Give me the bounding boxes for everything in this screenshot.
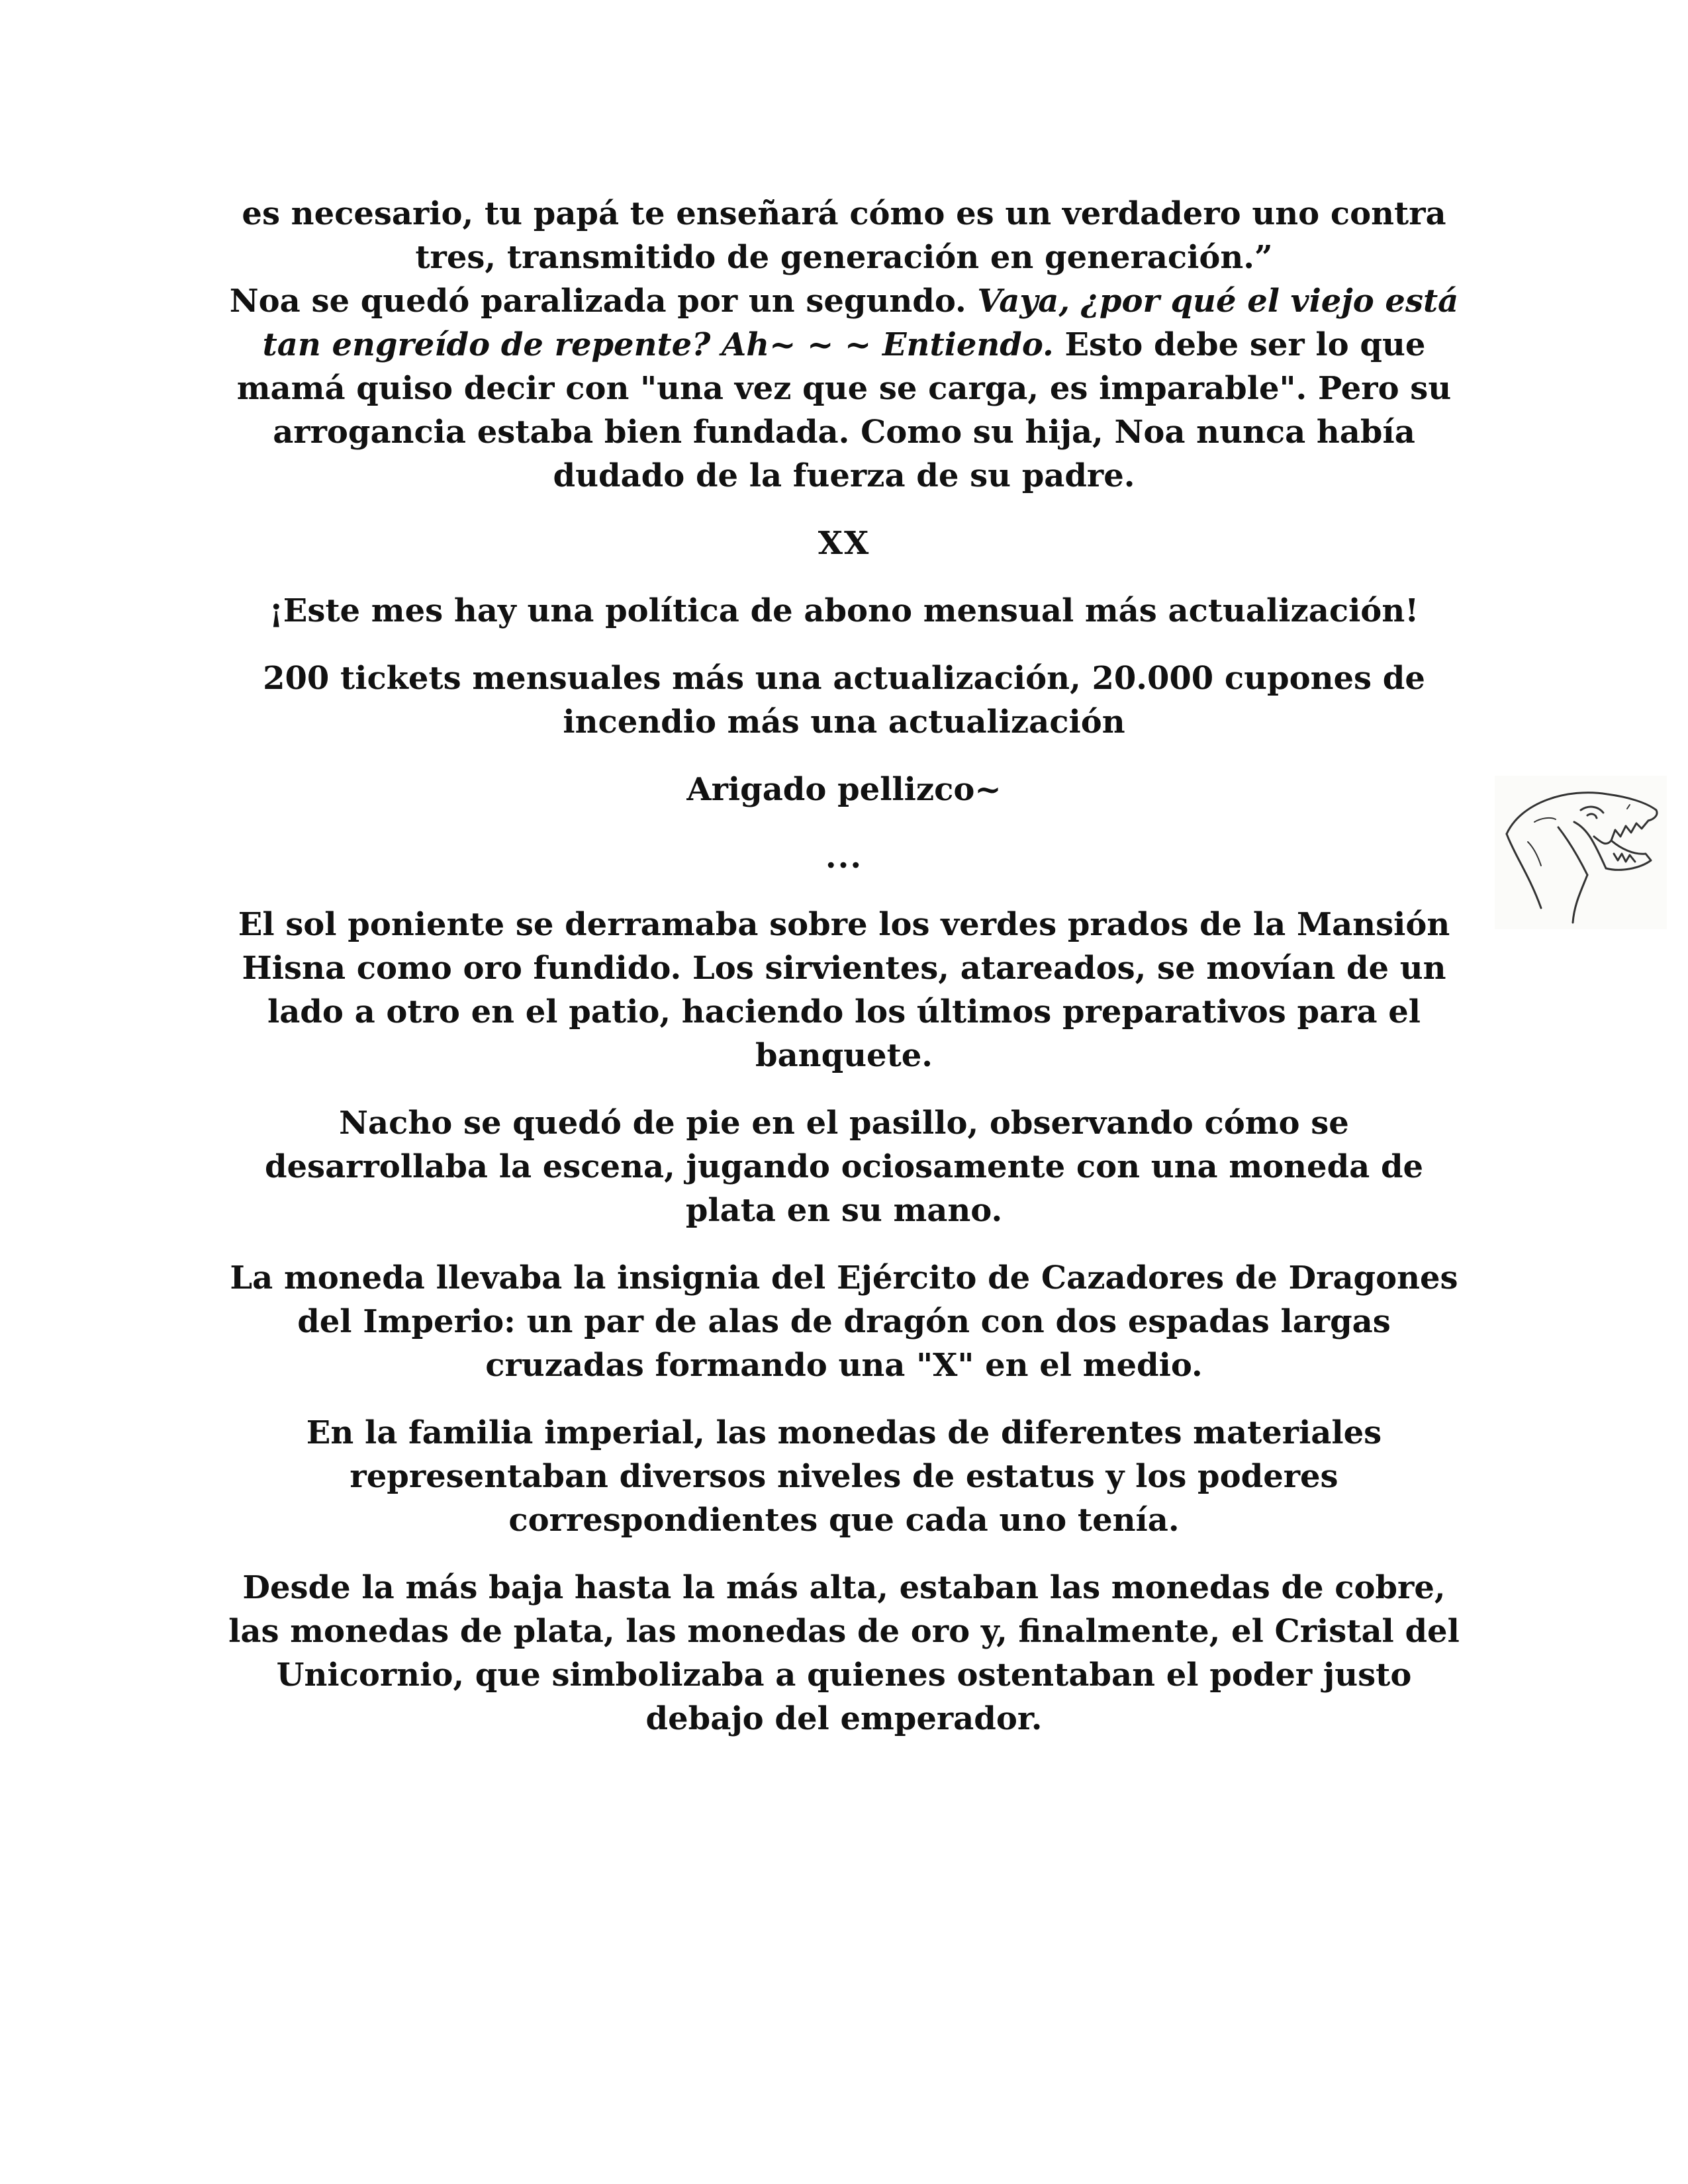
paragraph-coin-insignia: La moneda llevaba la insignia del Ejército de Cazadores de Dragones del Imperio: un par de alas de dragón con dos espadas largas cruzadas formando una "X" en el medio. xyxy=(230,1259,1458,1384)
paragraph-dialogue-end: es necesario, tu papá te enseñará cómo es un verdadero uno contra tres, transmitido de generación en generación.” xyxy=(242,195,1446,276)
paragraph-noa-reaction xyxy=(225,279,1463,498)
paragraph-coin-ranks: Desde la más baja hasta la más alta, estaban las monedas de cobre, las monedas de plata, las monedas de oro y, finalmente, el Cristal del Unicornio, que simbolizaba a quienes ostentaban el poder justo debajo del emperador. xyxy=(228,1569,1460,1737)
paragraph-nacho: Nacho se quedó de pie en el pasillo, observando cómo se desarrollaba la escena, jugando ociosamente con una moneda de plata en su mano. xyxy=(264,1105,1424,1229)
document-body xyxy=(225,192,1463,1764)
paragraph-imperial-coins: En la familia imperial, las monedas de diferentes materiales representaban diversos niveles de estatus y los poderes correspondientes que cada uno tenía. xyxy=(306,1414,1382,1539)
promo-note-2: 200 tickets mensuales más una actualización, 20.000 cupones de incendio más una actualización xyxy=(263,660,1425,741)
promo-note-3: Arigado pellizco~ xyxy=(686,771,1002,808)
dinosaur-sketch-icon xyxy=(1495,776,1667,929)
paragraph-noa-reaction-end: Esto debe ser lo que mamá quiso decir con "una vez que se carga, es imparable". Pero su arrogancia estaba bien fundada. Como su hija, Noa nunca había dudado de la fuerza de su padre. xyxy=(236,326,1452,494)
ellipsis-separator: ... xyxy=(825,839,863,876)
paragraph-noa-reaction-start: Noa se quedó paralizada por un segundo. xyxy=(229,283,978,320)
inner-thought: Vaya, ¿por qué el viejo está tan engreído de repente? Ah~ ~ ~ Entiendo. xyxy=(262,283,1459,363)
promo-note-1: ¡Este mes hay una política de abono mensual más actualización! xyxy=(269,592,1419,629)
section-marker: XX xyxy=(818,525,870,562)
paragraph-sunset: El sol poniente se derramaba sobre los verdes prados de la Mansión Hisna como oro fundido. Los sirvientes, atareados, se movían de un lado a otro en el patio, haciendo los últimos preparativos para el banquete. xyxy=(238,906,1450,1074)
